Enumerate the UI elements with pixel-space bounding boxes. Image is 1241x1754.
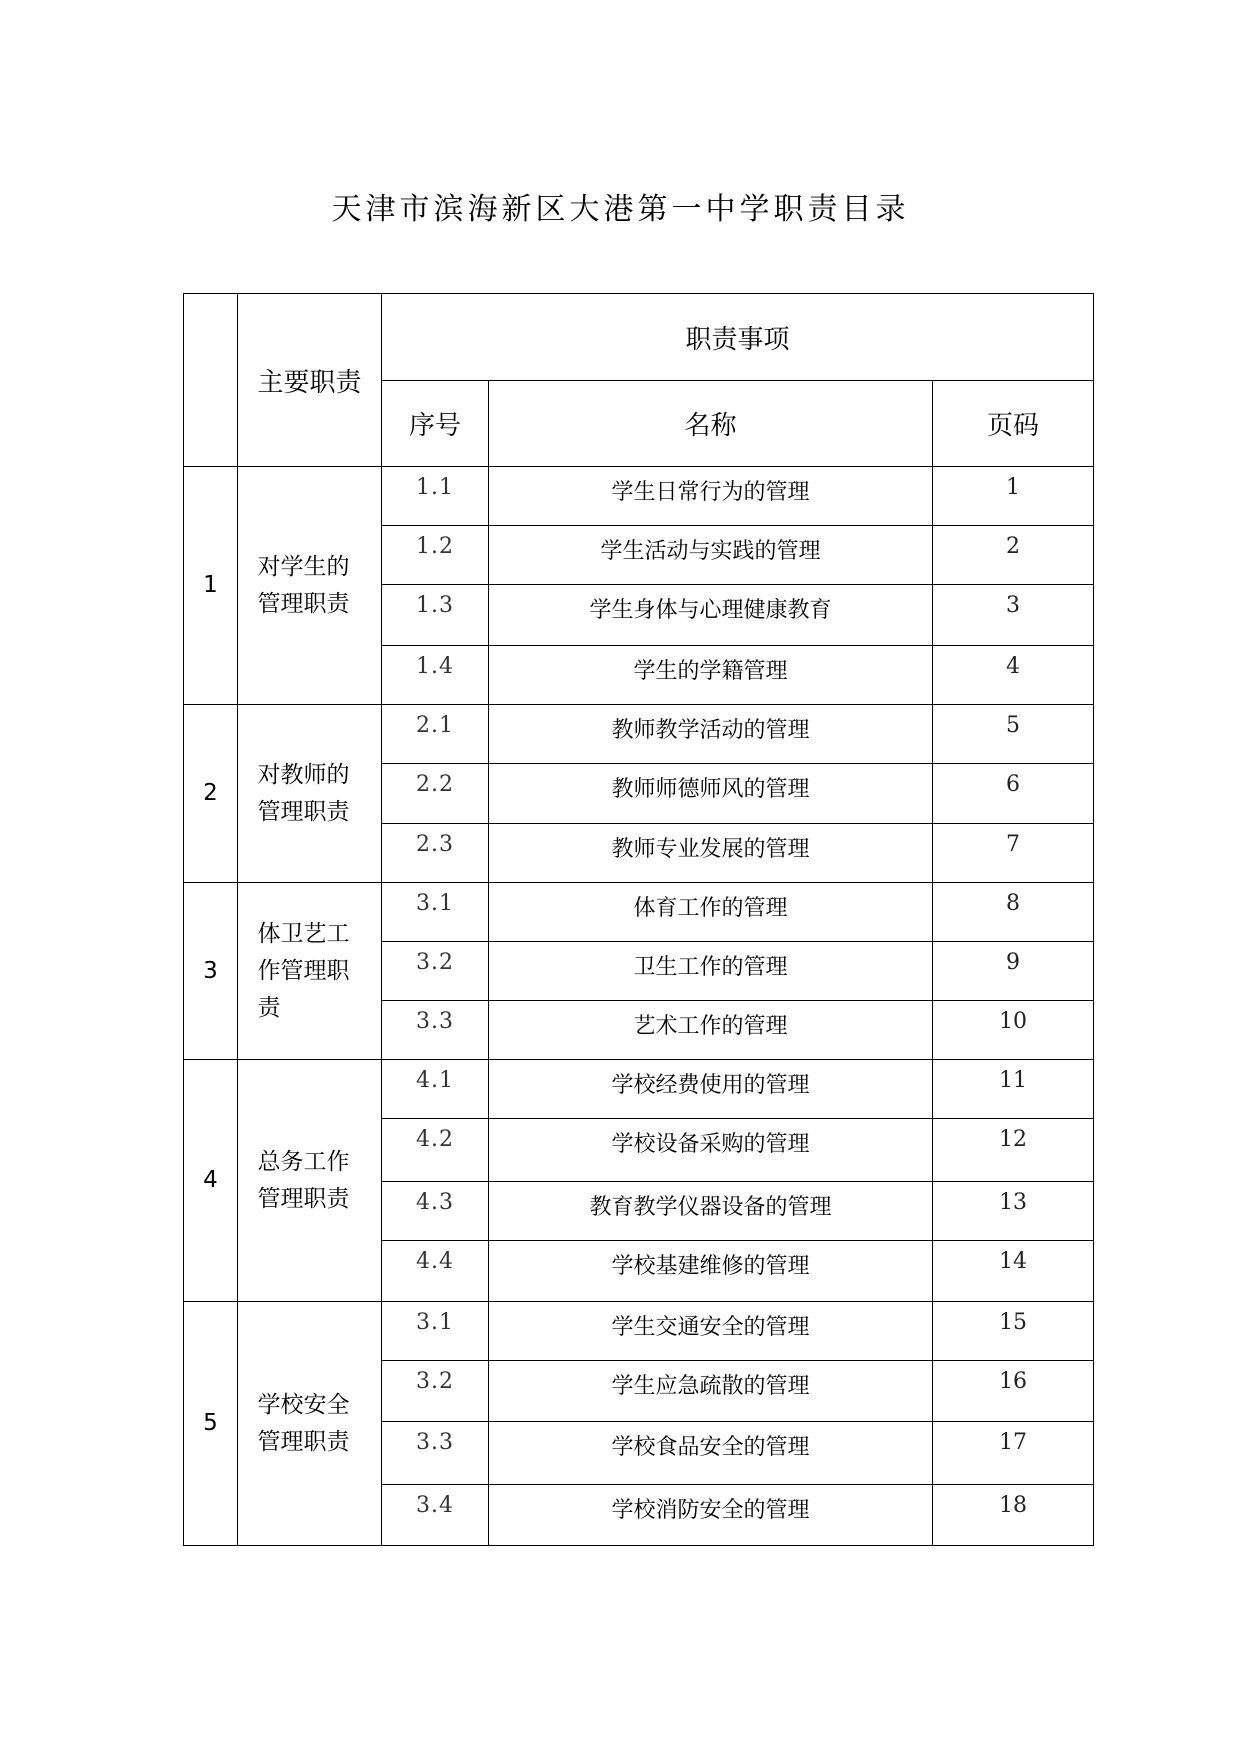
category-name: 对学生的管理职责 xyxy=(257,553,350,617)
category-name-cell xyxy=(238,1060,382,1302)
item-name: 学生活动与实践的管理 xyxy=(489,526,933,585)
item-seq: 4.2 xyxy=(382,1119,489,1182)
category-name-cell xyxy=(238,705,382,883)
header-blank-cell xyxy=(184,294,238,467)
item-name: 学生的学籍管理 xyxy=(489,646,933,705)
item-seq: 3.3 xyxy=(382,1422,489,1485)
item-page: 18 xyxy=(933,1485,1094,1546)
item-page: 3 xyxy=(933,585,1094,646)
item-seq: 1.2 xyxy=(382,526,489,585)
item-seq: 1.3 xyxy=(382,585,489,646)
category-number: 4 xyxy=(184,1060,238,1302)
item-page: 2 xyxy=(933,526,1094,585)
item-name: 教师师德师风的管理 xyxy=(489,764,933,824)
item-name: 卫生工作的管理 xyxy=(489,942,933,1001)
item-name: 学校设备采购的管理 xyxy=(489,1119,933,1182)
item-page: 9 xyxy=(933,942,1094,1001)
category-number: 1 xyxy=(184,467,238,705)
item-page: 6 xyxy=(933,764,1094,824)
item-seq: 4.3 xyxy=(382,1182,489,1241)
item-page: 15 xyxy=(933,1302,1094,1361)
item-name: 学校基建维修的管理 xyxy=(489,1241,933,1302)
item-page: 12 xyxy=(933,1119,1094,1182)
table-row xyxy=(184,467,1094,526)
table-row xyxy=(184,705,1094,764)
category-name: 总务工作管理职责 xyxy=(257,1148,350,1212)
item-name: 体育工作的管理 xyxy=(489,883,933,942)
category-name: 学校安全管理职责 xyxy=(257,1391,350,1455)
item-name: 学生日常行为的管理 xyxy=(489,467,933,526)
category-number: 5 xyxy=(184,1302,238,1546)
category-number: 3 xyxy=(184,883,238,1060)
item-seq: 3.3 xyxy=(382,1001,489,1060)
category-name: 体卫艺工作管理职责 xyxy=(257,920,350,1021)
category-name: 对教师的管理职责 xyxy=(257,761,350,825)
header-row-top xyxy=(184,294,1094,381)
item-page: 1 xyxy=(933,467,1094,526)
item-name: 学校经费使用的管理 xyxy=(489,1060,933,1119)
category-number: 2 xyxy=(184,705,238,883)
category-name-cell xyxy=(238,1302,382,1546)
item-page: 13 xyxy=(933,1182,1094,1241)
category-name-cell xyxy=(238,883,382,1060)
directory-body xyxy=(184,294,1094,1546)
item-name: 教育教学仪器设备的管理 xyxy=(489,1182,933,1241)
item-page: 14 xyxy=(933,1241,1094,1302)
item-name: 艺术工作的管理 xyxy=(489,1001,933,1060)
header-page: 页码 xyxy=(933,381,1094,467)
item-page: 5 xyxy=(933,705,1094,764)
table-row xyxy=(184,1060,1094,1119)
header-main-duty: 主要职责 xyxy=(238,294,382,467)
item-seq: 3.2 xyxy=(382,942,489,1001)
item-page: 11 xyxy=(933,1060,1094,1119)
item-seq: 2.3 xyxy=(382,824,489,883)
header-duty-items: 职责事项 xyxy=(382,294,1094,381)
item-page: 10 xyxy=(933,1001,1094,1060)
item-page: 16 xyxy=(933,1361,1094,1422)
item-name: 教师专业发展的管理 xyxy=(489,824,933,883)
table-row xyxy=(184,883,1094,942)
item-page: 7 xyxy=(933,824,1094,883)
item-seq: 4.1 xyxy=(382,1060,489,1119)
table-row xyxy=(184,1302,1094,1361)
item-seq: 2.2 xyxy=(382,764,489,824)
item-seq: 3.4 xyxy=(382,1485,489,1546)
header-seq: 序号 xyxy=(382,381,489,467)
category-name-cell xyxy=(238,467,382,705)
item-page: 17 xyxy=(933,1422,1094,1485)
item-seq: 2.1 xyxy=(382,705,489,764)
item-name: 学生身体与心理健康教育 xyxy=(489,585,933,646)
item-seq: 4.4 xyxy=(382,1241,489,1302)
item-seq: 3.1 xyxy=(382,883,489,942)
document-title: 天津市滨海新区大港第一中学职责目录 xyxy=(331,192,910,227)
item-page: 8 xyxy=(933,883,1094,942)
item-seq: 3.2 xyxy=(382,1361,489,1422)
item-seq: 3.1 xyxy=(382,1302,489,1361)
item-page: 4 xyxy=(933,646,1094,705)
header-name: 名称 xyxy=(489,381,933,467)
item-name: 学校消防安全的管理 xyxy=(489,1485,933,1546)
item-seq: 1.4 xyxy=(382,646,489,705)
item-seq: 1.1 xyxy=(382,467,489,526)
item-name: 学生交通安全的管理 xyxy=(489,1302,933,1361)
item-name: 教师教学活动的管理 xyxy=(489,705,933,764)
duty-directory-table xyxy=(183,293,1094,1546)
item-name: 学生应急疏散的管理 xyxy=(489,1361,933,1422)
item-name: 学校食品安全的管理 xyxy=(489,1422,933,1485)
